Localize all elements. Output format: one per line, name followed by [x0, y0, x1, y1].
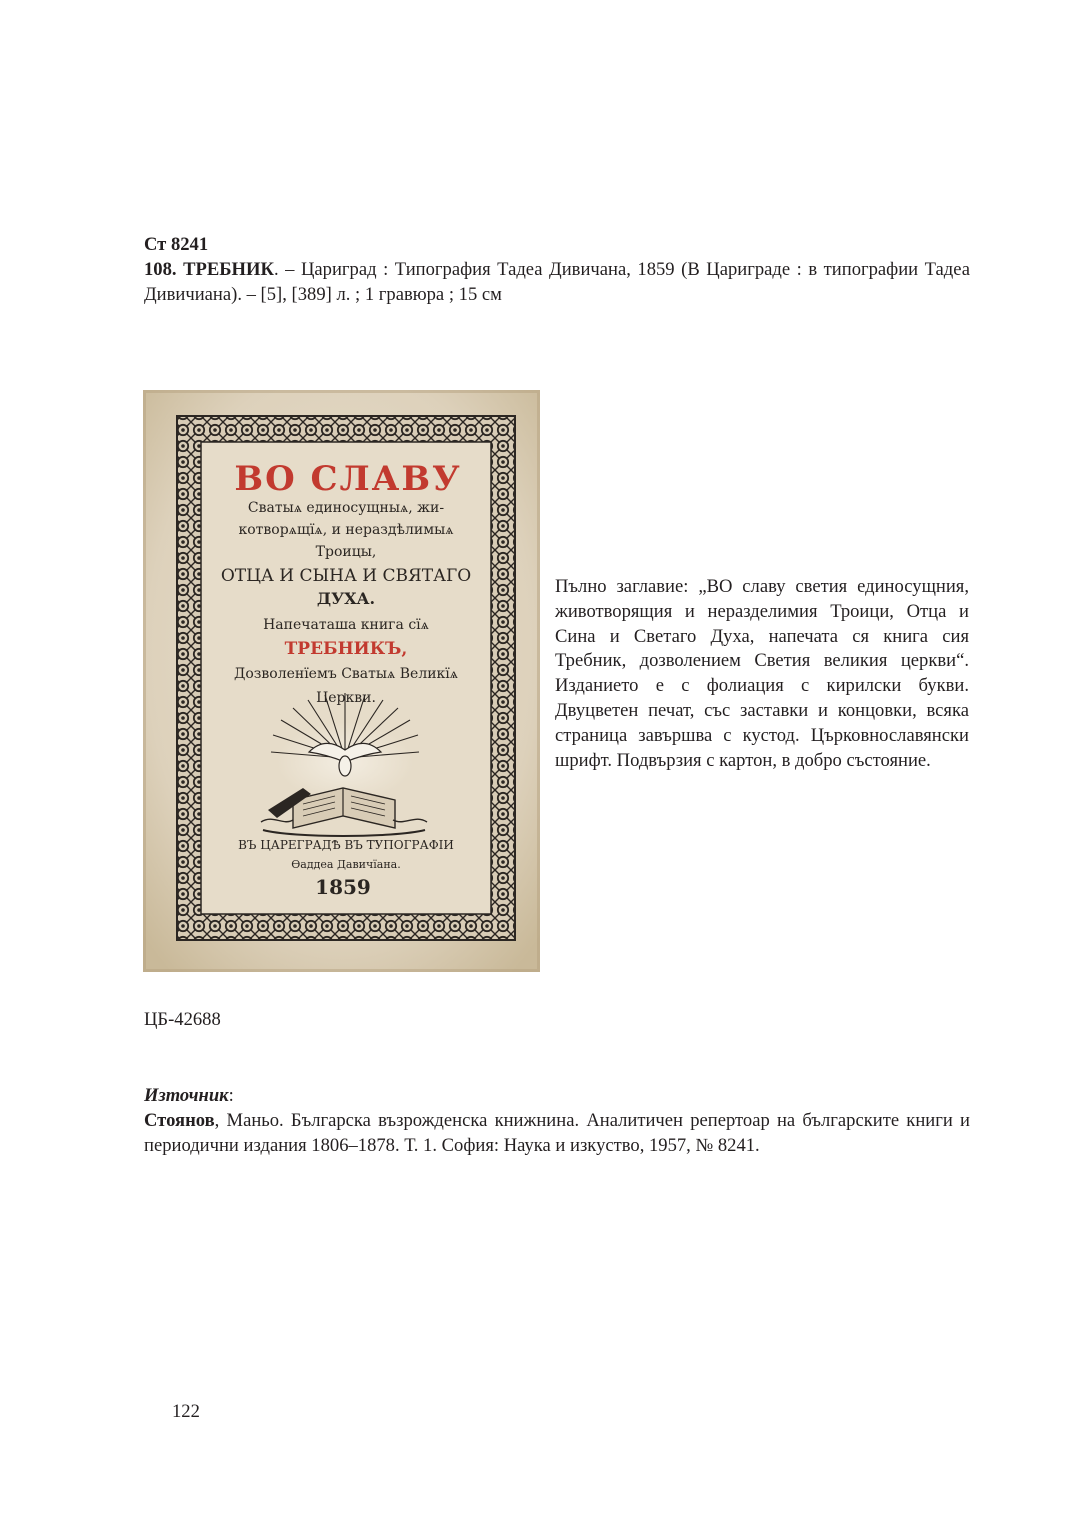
entry-details: . – Цариград : Типография Тадеа Дивичана, 1859 (В Цариграде : в типографии Тадеа Дивичиана). – [5], [389] л. ; 1 гравюра ; 15 см: [144, 259, 970, 305]
title-line-6: ДУХА.: [316, 589, 376, 608]
imprint-year: 1859: [315, 875, 371, 899]
page-number: 122: [172, 1401, 200, 1422]
source-heading-label: Източник: [144, 1085, 229, 1106]
title-page-photo: [143, 390, 540, 972]
imprint-line-2: Ѳаддеа Давичїана.: [291, 858, 401, 871]
title-line-9: Дозволенїемъ Сватыѧ Великїѧ: [233, 666, 459, 682]
title-page-illustration: [143, 390, 540, 972]
source-text: [144, 1108, 970, 1158]
entry-number: 108.: [144, 259, 177, 280]
title-line-8: ТРЕБНИКЪ,: [284, 639, 408, 659]
source-block: [144, 1083, 970, 1158]
entry-header: [144, 232, 970, 307]
source-heading-colon: :: [228, 1085, 234, 1106]
entry-title: ТРЕБНИК: [183, 259, 274, 280]
description-text: Пълно заглавие: „ВО славу светия единосущния, животворящия и неразделимия Троици, Отца и Сина и Светаго Духа, напечата ся книга сия Требник, дозволением Светия великия церкви“. Изданието е с фолиация с кирилски букви. Двуцветен печат, със заставки и концовки, всяка страница завършва с кустод. Църковнославянски шрифт. Подвързия с картон, в добро състояние.: [555, 576, 969, 771]
catalog-id: Ст 8241: [144, 234, 209, 255]
title-line-2: Сватыѧ единосущныѧ, жи-: [247, 500, 445, 516]
source-heading: [144, 1083, 970, 1108]
call-number: ЦБ-42688: [144, 1009, 221, 1030]
title-line-10: Церкви.: [316, 690, 376, 706]
title-line-5: ОТЦА И СЫНА И СВЯТАГО: [220, 566, 472, 586]
source-author: Стоянов: [144, 1110, 215, 1131]
imprint-line-1: ВЪ ЦАРЕГРАДѢ ВЪ ТУПОГРАФІИ: [238, 838, 454, 852]
title-line-1: ВО СЛАВУ: [234, 459, 462, 499]
title-line-7: Напечаташа книга сїѧ: [263, 617, 429, 633]
title-line-3: котворѧщїѧ, и нераздѣлимыѧ: [238, 522, 454, 538]
title-line-4: Троицы,: [315, 544, 377, 560]
source-citation: , Маньо. Българска възрожденска книжнина. Аналитичен репертоар на българските книги и периодични издания 1806–1878. Т. 1. София: Наука и изкуство, 1957, № 8241.: [144, 1110, 970, 1156]
